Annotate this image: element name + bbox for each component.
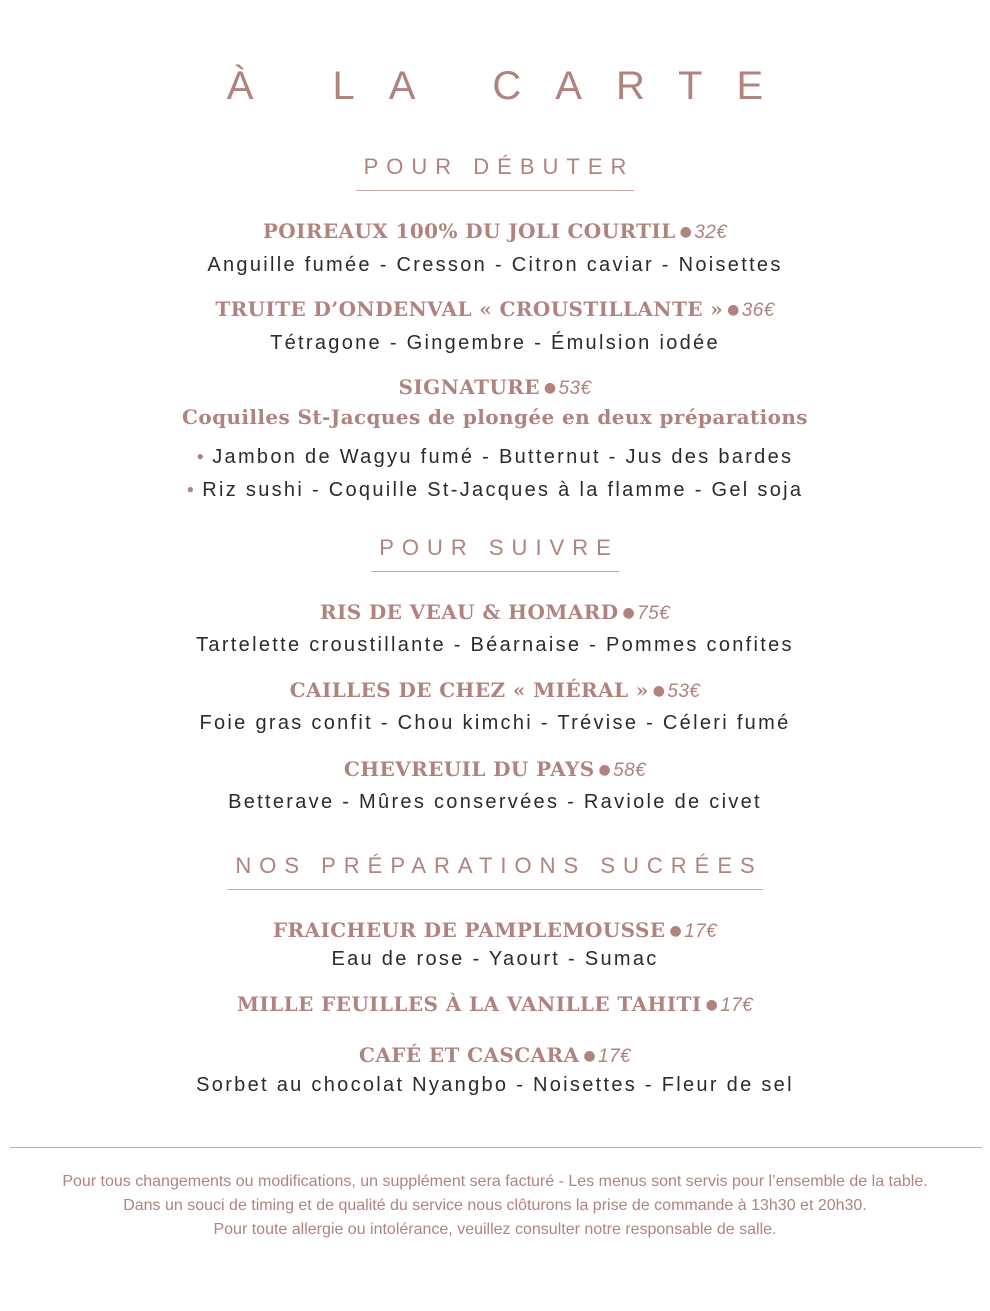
section-heading-desserts xyxy=(0,853,990,890)
dish-price: 53€ xyxy=(558,378,592,399)
dish-name: RIS DE VEAU & HOMARD xyxy=(319,600,619,624)
separator-dot: ● xyxy=(543,380,557,396)
dish-price: 17€ xyxy=(684,921,718,942)
dish-name: CAFÉ ET CASCARA xyxy=(359,1043,580,1067)
separator-dot: ● xyxy=(705,997,719,1013)
dish-price: 53€ xyxy=(667,681,701,702)
dish-price: 17€ xyxy=(720,995,754,1016)
bullet-text: Riz sushi - Coquille St-Jacques à la flamme - Gel soja xyxy=(202,479,804,501)
dish-name: FRAICHEUR DE PAMPLEMOUSSE xyxy=(272,918,666,942)
dish-description: Betterave - Mûres conservées - Raviole de civet xyxy=(228,791,762,813)
dish-description: Foie gras confit - Chou kimchi - Trévise - Céleri fumé xyxy=(199,712,791,734)
dish-title xyxy=(0,678,990,703)
section-heading-mains xyxy=(0,535,990,572)
footer-note: Pour tous changements ou modifications, un supplément sera facturé - Les menus sont servis pour l’ensemble de la table. xyxy=(62,1173,928,1190)
page-title: À LA CARTE xyxy=(226,64,798,108)
dish-description: Eau de rose - Yaourt - Sumac xyxy=(331,948,659,970)
dish-price: 32€ xyxy=(694,222,728,243)
dish-title xyxy=(0,1043,990,1068)
dish-title xyxy=(0,219,990,244)
bullet-dot: ● xyxy=(196,449,207,463)
dish-price: 36€ xyxy=(741,300,775,321)
dish-name: TRUITE D’ONDENVAL « CROUSTILLANTE » xyxy=(215,297,724,321)
dish-name: CAILLES DE CHEZ « MIÉRAL » xyxy=(289,678,649,702)
dish-description: Anguille fumée - Cresson - Citron caviar - Noisettes xyxy=(207,254,783,276)
separator-dot: ● xyxy=(583,1048,597,1064)
dish-name: SIGNATURE xyxy=(398,375,540,399)
section-heading-starters xyxy=(0,154,990,191)
dish-title xyxy=(0,297,990,322)
section-heading-label: NOS PRÉPARATIONS SUCRÉES xyxy=(227,853,762,890)
dish-description: Tétragone - Gingembre - Émulsion iodée xyxy=(270,332,720,354)
dish-name: MILLE FEUILLES À LA VANILLE TAHITI xyxy=(236,992,702,1016)
bullet-text: Jambon de Wagyu fumé - Butternut - Jus des bardes xyxy=(212,446,794,468)
dish-description: Sorbet au chocolat Nyangbo - Noisettes - Fleur de sel xyxy=(196,1074,794,1096)
dish-name: POIREAUX 100% DU JOLI COURTIL xyxy=(262,219,676,243)
section-heading-label: POUR SUIVRE xyxy=(371,535,619,572)
dish-description: Tartelette croustillante - Béarnaise - Pommes confites xyxy=(196,634,794,656)
dish-bullet-line xyxy=(0,446,990,469)
dish-price: 75€ xyxy=(637,603,671,624)
dish-price: 58€ xyxy=(613,760,647,781)
dish-bullet-line xyxy=(0,479,990,502)
separator-dot: ● xyxy=(727,302,740,318)
separator-dot: ● xyxy=(652,683,666,699)
footer-note: Pour toute allergie ou intolérance, veuillez consulter notre responsable de salle. xyxy=(213,1221,777,1238)
dish-price: 17€ xyxy=(598,1046,631,1067)
footer-divider xyxy=(10,1147,982,1148)
dish-title xyxy=(0,600,990,625)
separator-dot: ● xyxy=(679,224,693,240)
section-heading-label: POUR DÉBUTER xyxy=(356,154,635,191)
separator-dot: ● xyxy=(598,762,612,778)
dish-name: CHEVREUIL DU PAYS xyxy=(343,757,595,781)
footer-note: Dans un souci de timing et de qualité du service nous clôturons la prise de commande à 13h30 et 20h30. xyxy=(123,1197,867,1214)
dish-title xyxy=(0,757,990,782)
separator-dot: ● xyxy=(622,605,636,621)
bullet-dot: ● xyxy=(186,482,197,496)
dish-title xyxy=(0,375,990,400)
separator-dot: ● xyxy=(669,923,683,939)
dish-title xyxy=(0,992,990,1017)
dish-title xyxy=(0,918,990,943)
dish-subtitle: Coquilles St-Jacques de plongée en deux préparations xyxy=(182,405,808,429)
